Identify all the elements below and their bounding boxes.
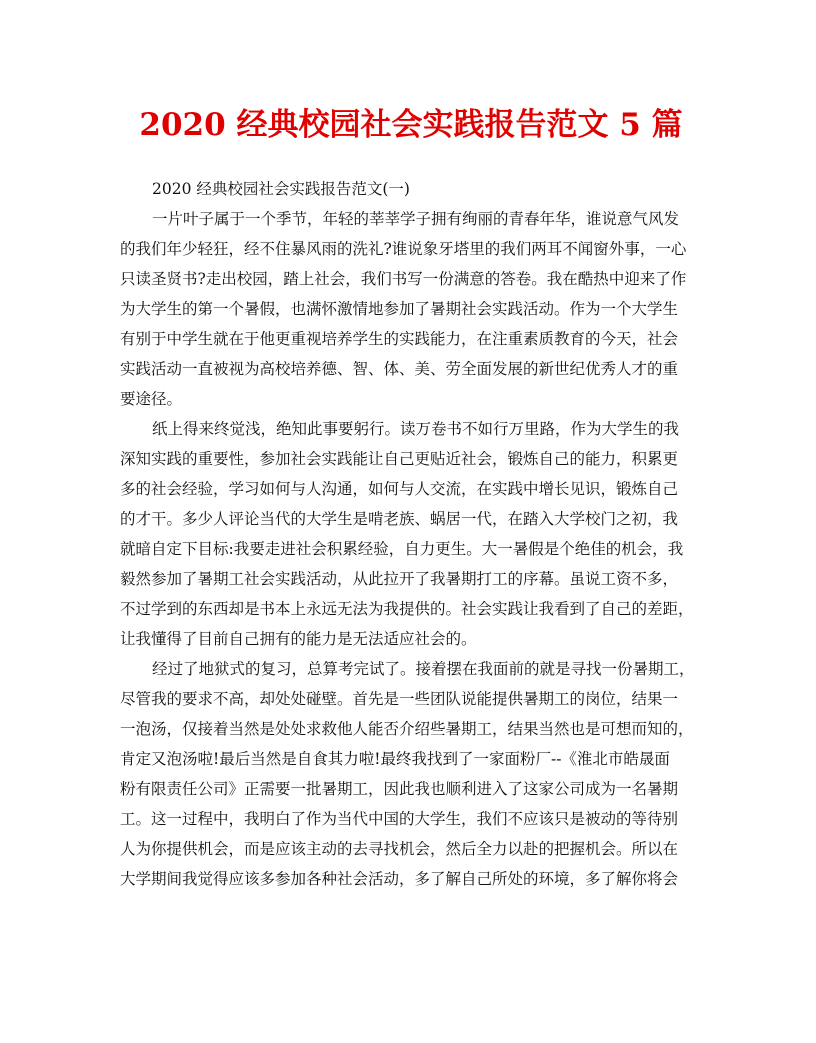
section-subtitle: 2020 经典校园社会实践报告范文(一) [152,180,410,198]
text-line: 深知实践的重要性，参加社会实践能让自己更贴近社会，锻炼自己的能力，积累更 [120,450,679,468]
document-body [120,174,702,894]
text-line: 纸上得来终觉浅，绝知此事要躬行。读万卷书不如行万里路，作为大学生的我 [152,420,680,438]
text-line: 实践活动一直被视为高校培养德、智、体、美、劳全面发展的新世纪优秀人才的重 [120,360,679,378]
text-line: 的才干。多少人评论当代的大学生是啃老族、蜗居一代，在踏入大学校门之初，我 [120,510,679,528]
text-line: 尽管我的要求不高，却处处碰壁。首先是一些团队说能提供暑期工的岗位，结果一 [120,690,679,708]
text-line: 的我们年少轻狂，经不住暴风雨的洗礼?谁说象牙塔里的我们两耳不闻窗外事，一心 [120,240,687,258]
text-line: 一片叶子属于一个季节，年轻的莘莘学子拥有绚丽的青春年华，谁说意气风发 [152,210,680,228]
text-line: 让我懂得了目前自己拥有的能力是无法适应社会的。 [120,630,477,648]
text-line: 有别于中学生就在于他更重视培养学生的实践能力，在注重素质教育的今天，社会 [120,330,679,348]
text-line: 肯定又泡汤啦!最后当然是自食其力啦!最终我找到了一家面粉厂--《淮北市皓晟面 [120,750,670,768]
text-line: 工。这一过程中，我明白了作为当代中国的大学生，我们不应该只是被动的等待别 [120,810,679,828]
text-line: 一泡汤，仅接着当然是处处求救他人能否介绍些暑期工，结果当然也是可想而知的， [120,720,694,738]
text-line: 就暗自定下目标:我要走进社会积累经验，自力更生。大一暑假是个绝佳的机会，我 [120,540,684,558]
document-title: 2020 经典校园社会实践报告范文 5 篇 [139,107,683,143]
text-line: 经过了地狱式的复习，总算考完试了。接着摆在我面前的就是寻找一份暑期工， [152,660,695,678]
text-line: 大学期间我觉得应该多参加各种社会活动，多了解自己所处的环境，多了解你将会 [120,870,679,888]
text-line: 不过学到的东西却是书本上永远无法为我提供的。社会实践让我看到了自己的差距， [120,600,694,618]
text-line: 多的社会经验，学习如何与人沟通，如何与人交流，在实践中增长见识，锻炼自己 [120,480,679,498]
paragraph-1 [120,204,702,414]
text-line: 毅然参加了暑期工社会实践活动，从此拉开了我暑期打工的序幕。虽说工资不多， [120,570,679,588]
text-line: 只读圣贤书?走出校园，踏上社会，我们书写一份满意的答卷。我在酷热中迎来了作 [120,270,687,288]
text-line: 要途径。 [120,390,183,408]
paragraph-3 [120,654,702,894]
text-line: 粉有限责任公司》正需要一批暑期工，因此我也顺利进入了这家公司成为一名暑期 [120,780,679,798]
text-line: 人为你提供机会，而是应该主动的去寻找机会，然后全力以赴的把握机会。所以在 [120,840,679,858]
text-line: 为大学生的第一个暑假，也满怀激情地参加了暑期社会实践活动。作为一个大学生 [120,300,679,318]
paragraph-2 [120,414,702,654]
